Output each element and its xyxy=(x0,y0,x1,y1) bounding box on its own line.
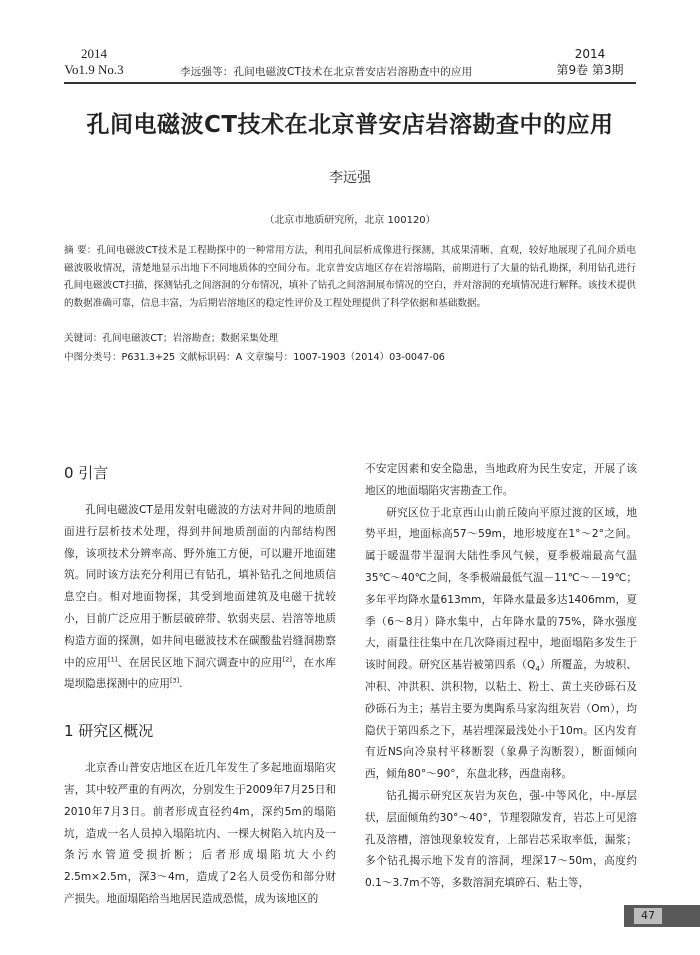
intro-text: 孔间电磁波CT是用发射电磁波的方法对井间的地质剖面进行层析技术处理，得到井间地质剖面的内部结构图像，该项技术分辨率高、野外施工方便，可以避开地面建筑。同时该方法充分利用已有钻孔，填补钻孔之间地质信息空白。相对地面物探，其受到地面建筑及电磁干扰较小，目前广泛应用于断层破碎带、软弱夹层、岩溶等地质构造方面的探测，如井间电磁波技术在碳酸盐岩缝洞勘察中的应用 xyxy=(64,504,336,669)
section-heading-intro: 0 引言 xyxy=(64,464,109,482)
header-left xyxy=(64,46,124,78)
author: 李远强 xyxy=(329,170,371,186)
intro-text-c: ，在水库堤坝隐患探测中的应用 xyxy=(64,656,337,691)
intro-text-b: 、在居民区地下洞穴调查中的应用 xyxy=(117,656,283,669)
section-heading-study-area: 1 研究区概况 xyxy=(64,722,154,741)
study-area-paragraph: 北京香山普安店地区在近几年发生了多起地面塌陷灾害，其中较严重的有两次，分别发生于2009年7月25日和2010年7月3日。前者形成直径约4m，深约5m的塌陷坑，造成一名人员掉入塌陷坑内、一棵大树陷入坑内及一条污水管道受损折断；后者形成塌陷坑大小约2.5m×2.5m，深3～4m，造成了2名人员受伤和部分财产损失。地面塌陷给当地居民造成恐慌，成为该地区的 xyxy=(64,762,336,905)
header-rule xyxy=(64,82,636,84)
affiliation: （北京市地质研究所，北京 100120） xyxy=(264,215,436,226)
header-right-issue: 第9卷 第3期 xyxy=(556,63,624,77)
page-number: 47 xyxy=(634,908,662,924)
header-running-title: 李远强等：孔间电磁波CT技术在北京普安店岩溶勘查中的应用 xyxy=(180,66,473,78)
intro-paragraph xyxy=(64,500,336,696)
left-column xyxy=(64,456,336,911)
header-right-year: 2014 xyxy=(574,47,606,61)
quaternary-subscript: 4 xyxy=(535,665,540,674)
keywords: 关键词：孔间电磁波CT；岩溶勘查；数据采集处理 xyxy=(64,333,279,344)
right-paragraph-cont: 不安定因素和安全隐患，当地政府为民生安定，开展了该地区的地面塌陷灾害勘查工作。 xyxy=(365,463,637,497)
climate-text-b: ）所覆盖，为坡积、冲积、冲洪积、洪积物，以粘土、粉土、黄土夹砂砾石及砂砾石为主；基岩主要为奥陶系马家沟组灰岩（Om），均隐伏于第四系之下，基岩埋深最浅处小于10m。区内发育有近NS向冷泉村平移断裂（象鼻子沟断裂），断面倾向西，倾角80°～90°，东盘北移，西盘南移。 xyxy=(365,659,638,781)
climate-text-a: 研究区位于北京西山山前丘陵向平原过渡的区域，地势平坦，地面标高57～59m，地形坡度在1°～2°之间。属于暖温带半湿润大陆性季风气候，夏季极端最高气温35℃～40℃之间，冬季极端最低气温－11℃～－19℃；多年平均降水量613mm，年降水量最多达1406mm，夏季（6～8月）降水集中，占年降水量的75%，降水强度大，雨量往往集中在几次降雨过程中，地面塌陷多发生于该时间段。研究区基岩被第四系（Q xyxy=(365,506,637,672)
classification: 中图分类号：P631.3+25 文献标识码：A 文章编号：1007-1903（2014）03-0047-06 xyxy=(64,352,445,363)
citation-2[interactable]: [2] xyxy=(282,655,292,664)
citation-1[interactable]: [1] xyxy=(108,655,118,664)
citation-3[interactable]: [3] xyxy=(169,676,180,685)
header-left-year: 2014 xyxy=(81,46,107,61)
right-paragraph-climate xyxy=(365,503,637,786)
header-right xyxy=(550,46,630,78)
intro-text-d: . xyxy=(179,678,183,691)
abstract: 摘 要：孔间电磁波CT技术是工程勘探中的一种常用方法，利用孔间层析成像进行探测，其成果清晰、直观，较好地展现了孔间介质电磁波吸收情况，清楚地显示出地下不同地质体的空间分布。北京普安店地区存在岩溶塌陷，前期进行了大量的钻孔勘探，利用钻孔进行孔间电磁波CT扫描，探测钻孔之间溶洞的分布情况，填补了钻孔之间溶洞展布情况的空白，并对溶洞的充填情况进行解释。该技术提供的数据准确可靠，信息丰富，为后期岩溶地区的稳定性评价及工程处理提供了科学依据和基础数据。 xyxy=(64,245,636,309)
right-column xyxy=(365,459,637,895)
right-paragraph-borehole: 钻孔揭示研究区灰岩为灰色，强-中等风化，中-厚层状，层面倾角约30°～40°，节理裂隙发育，岩芯上可见溶孔及溶槽，溶蚀现象较发育，上部岩芯采取率低，漏浆；多个钻孔揭示地下发育的溶洞，埋深17～50m，高度约0.1～3.7m不等，多数溶洞充填碎石、粘土等， xyxy=(365,789,637,890)
paper-title: 孔间电磁波CT技术在北京普安店岩溶勘查中的应用 xyxy=(86,112,614,138)
header-left-issue: Vo1.9 No.3 xyxy=(64,62,124,77)
